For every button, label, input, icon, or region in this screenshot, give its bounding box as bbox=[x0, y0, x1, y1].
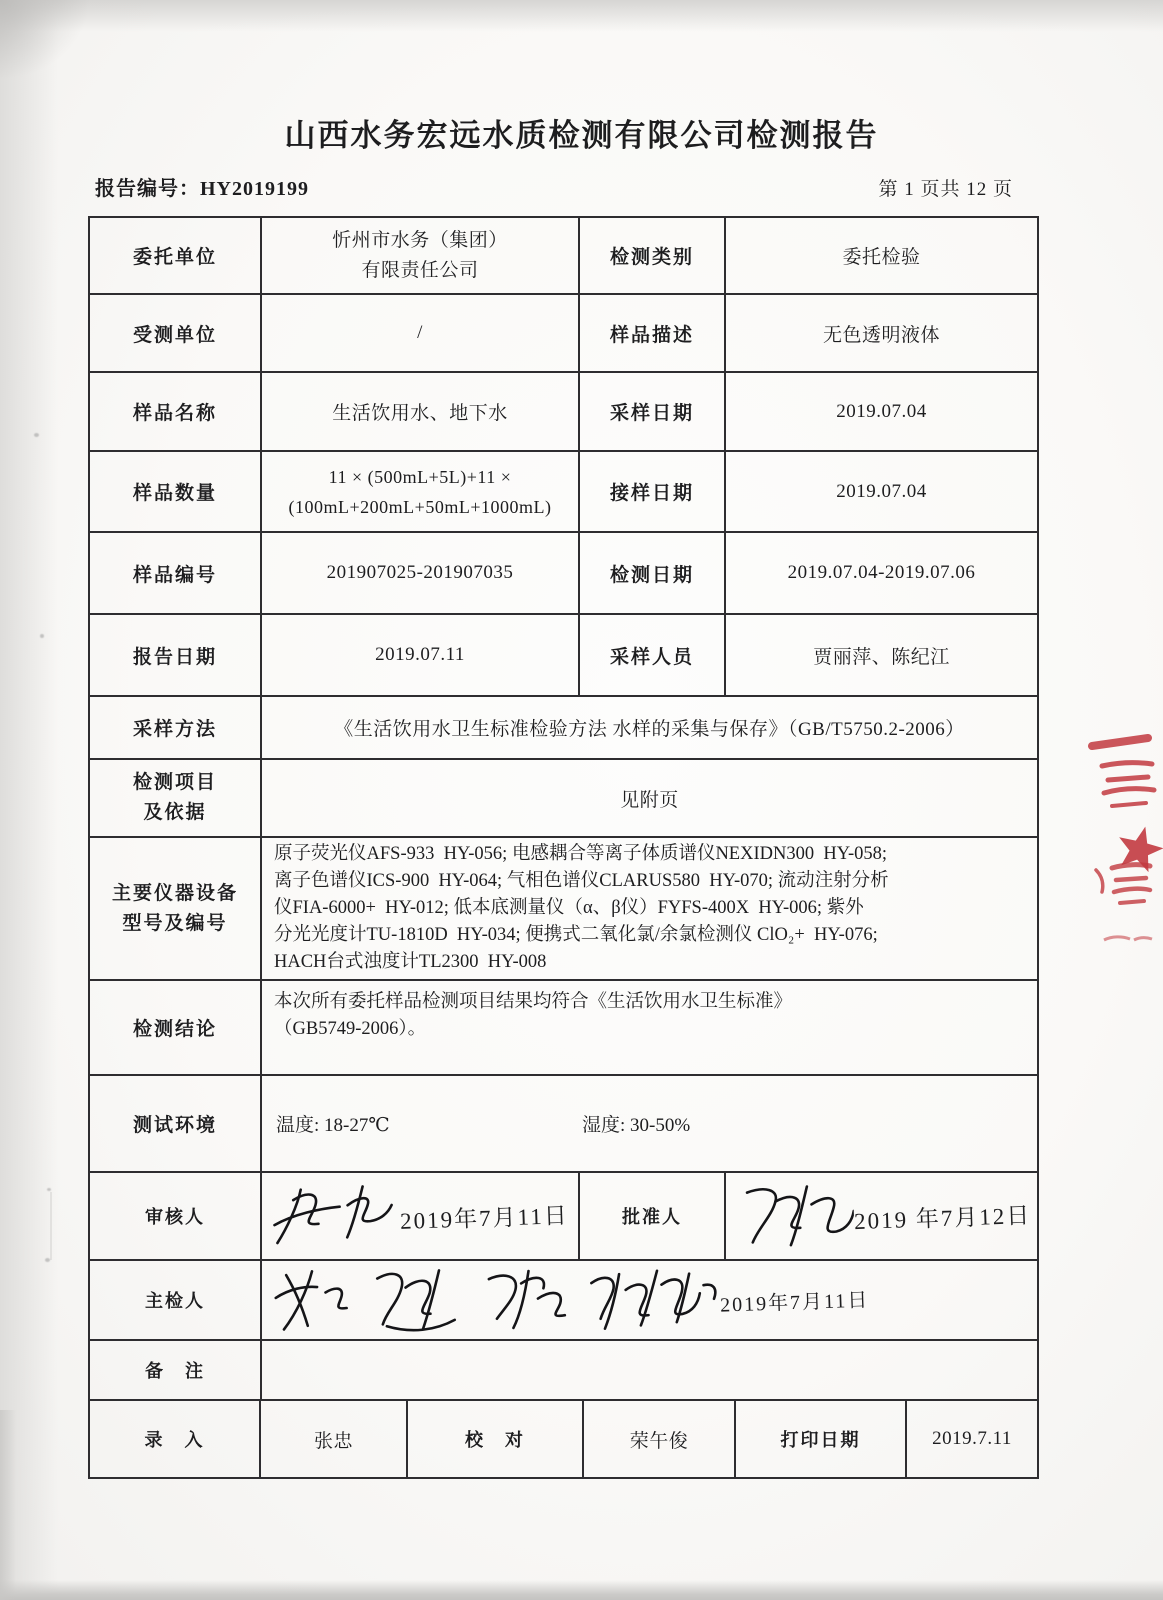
value-sample-quantity bbox=[261, 451, 579, 532]
value-conclusion bbox=[261, 980, 1038, 1075]
value-entered-by: 张忠 bbox=[260, 1400, 407, 1478]
page-title: 山西水务宏远水质检测有限公司检测报告 bbox=[284, 118, 879, 153]
row-sampling-method bbox=[89, 696, 1038, 759]
label-receive-date: 接样日期 bbox=[579, 451, 725, 532]
value-test-items: 见附页 bbox=[261, 759, 1038, 837]
reviewer-date: 2019年7月11日 bbox=[399, 1202, 570, 1234]
label-sampling-method: 采样方法 bbox=[89, 696, 261, 759]
label-sample-description: 样品描述 bbox=[579, 294, 725, 372]
reviewer-signature bbox=[266, 1175, 402, 1254]
value-sample-number: 201907025-201907035 bbox=[261, 532, 579, 614]
approver-date: 2019 年7月12日 bbox=[853, 1202, 1032, 1234]
scan-edge-top bbox=[0, 0, 1163, 32]
scan-speck bbox=[40, 634, 44, 638]
page-indicator: 第 1 页共 12 页 bbox=[878, 179, 1013, 200]
row-tested-unit bbox=[89, 294, 1038, 372]
instrument-line: 分光光度计TU-1810D HY-034; 便携式二氧化氯/余氯检测仪 ClO₂+ HY-076; bbox=[274, 925, 878, 945]
row-reviewer bbox=[89, 1172, 1038, 1260]
instrument-line: 离子色谱仪ICS-900 HY-064; 气相色谱仪CLARUS580 HY-070; 流动注射分析 bbox=[274, 871, 889, 891]
value-proofread-by: 荣午俊 bbox=[583, 1400, 735, 1478]
label-reviewer: 审核人 bbox=[89, 1172, 261, 1260]
label-sampling-staff: 采样人员 bbox=[579, 614, 725, 696]
label-test-environment: 测试环境 bbox=[89, 1075, 261, 1172]
report-info-table bbox=[88, 216, 1037, 1479]
row-sample-quantity bbox=[89, 451, 1038, 532]
scan-corner-shadow bbox=[0, 0, 90, 80]
client-line2: 有限责任公司 bbox=[361, 259, 479, 281]
label-report-date: 报告日期 bbox=[89, 614, 261, 696]
row-remarks bbox=[89, 1340, 1038, 1400]
report-number-value: HY2019199 bbox=[200, 178, 309, 200]
value-test-date: 2019.07.04-2019.07.06 bbox=[725, 532, 1038, 614]
value-client bbox=[261, 217, 579, 294]
label-tested-unit: 受测单位 bbox=[89, 294, 261, 372]
quantity-line2: (100mL+200mL+50mL+1000mL) bbox=[288, 496, 552, 517]
label-test-category: 检测类别 bbox=[579, 217, 725, 294]
label-chief-inspector: 主检人 bbox=[89, 1260, 261, 1340]
quantity-line1: 11 × (500mL+5L)+11 × bbox=[328, 466, 512, 487]
value-instruments bbox=[261, 837, 1038, 980]
value-test-environment bbox=[261, 1075, 1038, 1172]
instrument-line: 原子荧光仪AFS-933 HY-056; 电感耦合等离子体质谱仪NEXIDN300 HY-058; bbox=[274, 844, 888, 864]
row-instruments bbox=[89, 837, 1038, 980]
environment-humidity: 湿度: 30-50% bbox=[582, 1115, 691, 1136]
cell-chief-inspector-signatures bbox=[261, 1260, 1038, 1340]
report-number bbox=[95, 172, 309, 201]
row-conclusion bbox=[89, 980, 1038, 1075]
test-items-label-line1: 检测项目 bbox=[132, 772, 217, 793]
inspector-signature-2 bbox=[367, 1259, 478, 1341]
instrument-line: HACH台式浊度计TL2300 HY-008 bbox=[274, 952, 547, 972]
red-seal-icon bbox=[1078, 730, 1163, 965]
value-sampling-method: 《生活饮用水卫生标准检验方法 水样的采集与保存》（GB/T5750.2-2006） bbox=[261, 696, 1038, 759]
report-number-label: 报告编号： bbox=[95, 178, 200, 200]
value-sample-name: 生活饮用水、地下水 bbox=[261, 372, 579, 451]
scan-edge-bottom bbox=[0, 1580, 1163, 1600]
row-chief-inspector bbox=[89, 1260, 1038, 1340]
red-seal-fragment bbox=[1078, 730, 1163, 965]
scan-edge-left bbox=[0, 0, 58, 1600]
row-sample-name bbox=[89, 372, 1038, 451]
inspector-signature-4 bbox=[583, 1259, 722, 1342]
label-test-items bbox=[89, 759, 261, 837]
value-report-date: 2019.07.11 bbox=[261, 614, 579, 696]
label-sample-name: 样品名称 bbox=[89, 372, 261, 451]
instrument-line: 仪FIA-6000+ HY-012; 低本底测量仪（α、β仪）FYFS-400X HY-006; 紫外 bbox=[274, 898, 864, 918]
chief-inspector-date: 2019年7月11日 bbox=[719, 1288, 870, 1317]
conclusion-line2: （GB5749-2006）。 bbox=[274, 1019, 427, 1039]
label-sample-quantity: 样品数量 bbox=[89, 451, 261, 532]
report-meta-row bbox=[95, 172, 1013, 201]
scan-edge-bottom-left bbox=[0, 1410, 16, 1600]
value-sample-description: 无色透明液体 bbox=[725, 294, 1038, 372]
label-test-date: 检测日期 bbox=[579, 532, 725, 614]
instruments-label-line2: 型号及编号 bbox=[122, 912, 228, 934]
seal-star bbox=[1113, 821, 1163, 874]
row-entry bbox=[89, 1400, 1038, 1478]
value-test-category: 委托检验 bbox=[725, 217, 1038, 294]
label-instruments bbox=[89, 837, 261, 980]
label-conclusion: 检测结论 bbox=[89, 980, 261, 1075]
info-table-footer bbox=[88, 1399, 1039, 1479]
row-client bbox=[89, 217, 1038, 294]
value-receive-date: 2019.07.04 bbox=[725, 451, 1038, 532]
instruments-label-line1: 主要仪器设备 bbox=[111, 882, 238, 904]
label-entered-by: 录 入 bbox=[89, 1400, 260, 1478]
scan-speck bbox=[45, 1258, 50, 1262]
label-print-date: 打印日期 bbox=[735, 1400, 906, 1478]
value-tested-unit: / bbox=[261, 294, 579, 372]
approver-signature bbox=[733, 1177, 856, 1261]
label-sampling-date: 采样日期 bbox=[579, 372, 725, 451]
label-proofread-by: 校 对 bbox=[407, 1400, 583, 1478]
test-items-label-line2: 及依据 bbox=[143, 802, 207, 823]
inspector-signature-1 bbox=[268, 1260, 369, 1341]
info-table-main bbox=[88, 216, 1039, 1401]
scan-crease bbox=[50, 1192, 52, 1260]
row-test-items bbox=[89, 759, 1038, 837]
value-sampling-staff: 贾丽萍、陈纪江 bbox=[725, 614, 1038, 696]
cell-approver-signature bbox=[725, 1172, 1038, 1260]
client-line1: 忻州市水务（集团） bbox=[332, 229, 508, 251]
row-report-date bbox=[89, 614, 1038, 696]
inspector-signature-3 bbox=[476, 1260, 584, 1339]
row-sample-number bbox=[89, 532, 1038, 614]
value-print-date: 2019.7.11 bbox=[906, 1400, 1038, 1478]
cell-reviewer-signature bbox=[261, 1172, 579, 1260]
label-remarks: 备 注 bbox=[89, 1340, 261, 1400]
environment-temperature: 温度: 18-27℃ bbox=[276, 1115, 390, 1136]
label-approver: 批准人 bbox=[579, 1172, 725, 1260]
value-remarks bbox=[261, 1340, 1038, 1400]
row-test-environment bbox=[89, 1075, 1038, 1172]
conclusion-line1: 本次所有委托样品检测项目结果均符合《生活饮用水卫生标准》 bbox=[274, 992, 793, 1012]
value-sampling-date: 2019.07.04 bbox=[725, 372, 1038, 451]
label-sample-number: 样品编号 bbox=[89, 532, 261, 614]
scan-speck bbox=[34, 433, 39, 437]
label-client: 委托单位 bbox=[89, 217, 261, 294]
scan-speck bbox=[47, 1188, 51, 1191]
